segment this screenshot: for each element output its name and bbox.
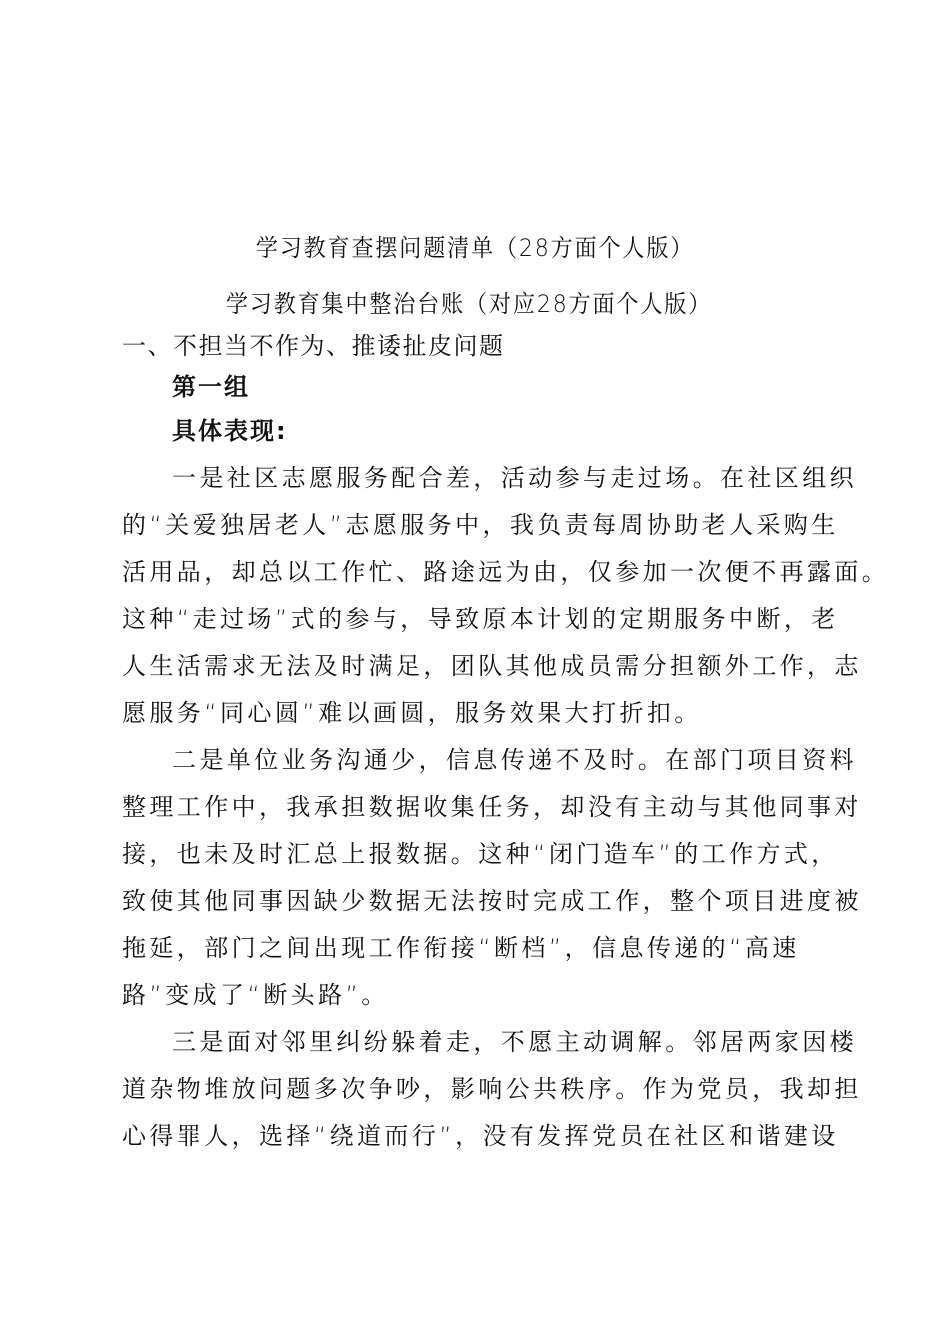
paragraph-2-line-4: 致使其他同事因缺少数据无法按时完成工作，整个项目进度被 xyxy=(122,887,862,915)
manifestation-label: 具体表现: xyxy=(172,417,288,445)
paragraph-3-line-1: 三是面对邻里纠纷躲着走，不愿主动调解。邻居两家因楼 xyxy=(172,1028,857,1056)
paragraph-3-line-2: 道杂物堆放问题多次争吵，影响公共秩序。作为党员，我却担 xyxy=(122,1075,862,1103)
paragraph-2-line-3: 接，也未及时汇总上报数据。这种“闭门造车”的工作方式， xyxy=(122,840,839,868)
paragraph-1-line-1: 一是社区志愿服务配合差，活动参与走过场。在社区组织 xyxy=(172,464,857,492)
section-heading: 一、不担当不作为、推诿扯皮问题 xyxy=(122,332,505,360)
paragraph-1-line-6: 愿服务“同心圆”难以画圆，服务效果大打折扣。 xyxy=(122,699,702,727)
document-subtitle: 学习教育集中整治台账（对应28方面个人版） xyxy=(225,290,713,318)
paragraph-2-line-2: 整理工作中，我承担数据收集任务，却没有主动与其他同事对 xyxy=(122,793,862,821)
paragraph-2-line-1: 二是单位业务沟通少，信息传递不及时。在部门项目资料 xyxy=(172,746,857,774)
paragraph-1-line-4: 这种“走过场”式的参与，导致原本计划的定期服务中断，老 xyxy=(122,605,839,633)
document-title: 学习教育查摆问题清单（28方面个人版） xyxy=(255,234,695,262)
paragraph-1-line-5: 人生活需求无法及时满足，团队其他成员需分担额外工作，志 xyxy=(122,652,862,680)
paragraph-2-line-5: 拖延，部门之间出现工作衔接“断档”，信息传递的“高速 xyxy=(122,934,800,962)
paragraph-1-line-2: 的“关爱独居老人”志愿服务中，我负责每周协助老人采购生 xyxy=(122,511,839,539)
paragraph-2-line-6: 路”变成了“断头路”。 xyxy=(122,981,389,1009)
paragraph-1-line-3: 活用品，却总以工作忙、路途远为由，仅参加一次便不再露面。 xyxy=(122,558,890,586)
group-label: 第一组 xyxy=(172,373,250,401)
paragraph-3-line-3: 心得罪人，选择“绕道而行”，没有发挥党员在社区和谐建设 xyxy=(122,1122,839,1150)
